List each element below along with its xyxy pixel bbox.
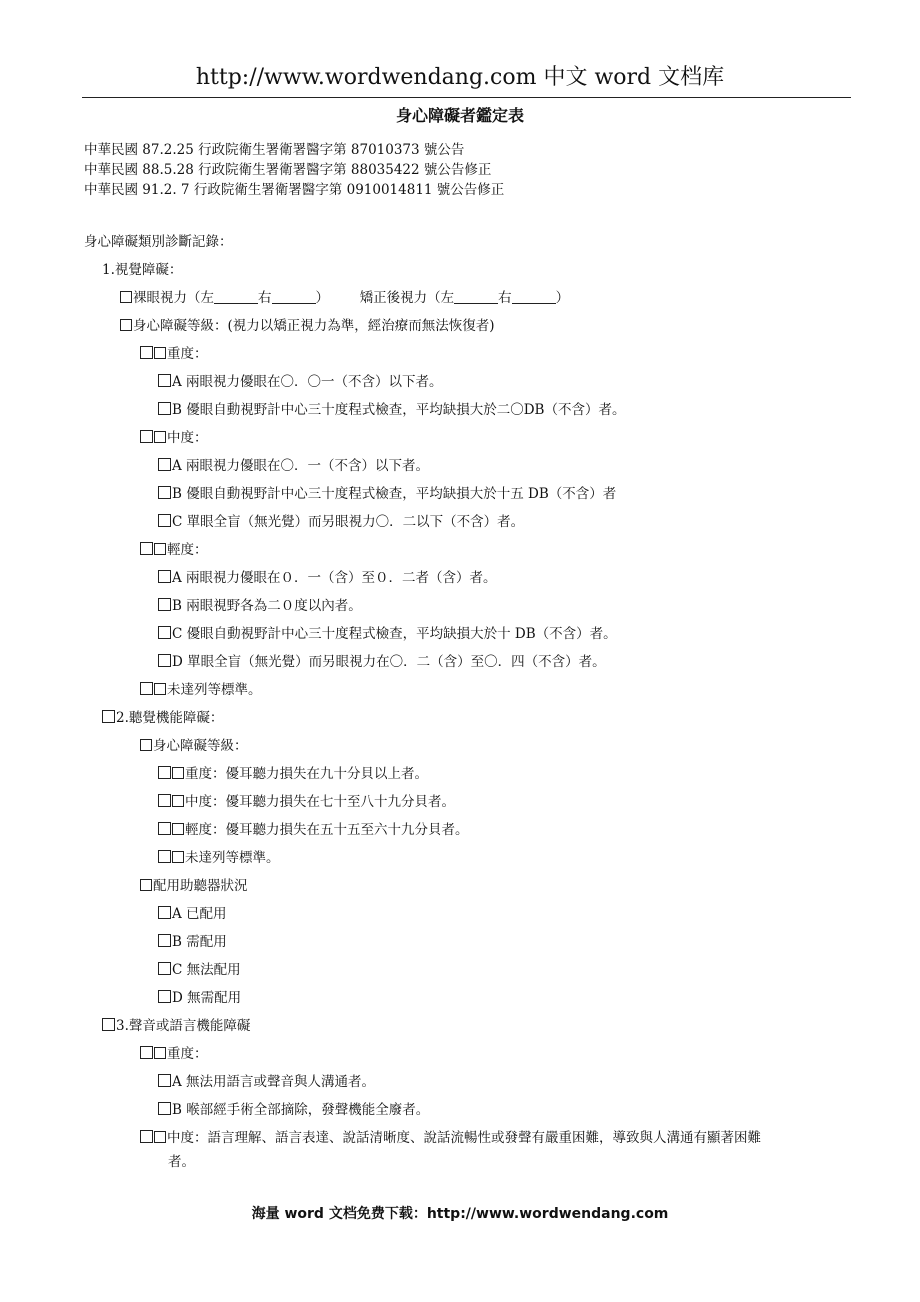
close-paren: ） <box>315 290 329 306</box>
checkbox[interactable] <box>158 906 171 919</box>
vision-severe-b: B 優眼自動視野計中心三十度程式檢查，平均缺損大於二〇DB（不含）者。 <box>158 401 625 419</box>
aid-option-d: D 無需配用 <box>158 989 241 1007</box>
checkbox[interactable] <box>154 543 166 555</box>
close-paren: ） <box>555 290 570 306</box>
speech-severe-a: A 無法用語言或聲音與人溝通者。 <box>158 1073 375 1091</box>
record-heading: 身心障礙類別診斷記錄： <box>84 234 233 250</box>
checkbox[interactable] <box>158 990 171 1003</box>
vision-grade-label: 身心障礙等級：(視力以矯正視力為準，經治療而無法恢復者) <box>133 318 495 334</box>
vision-grade-checkbox[interactable] <box>120 319 132 331</box>
speech-moderate-row: 中度：語言理解、語言表達、說話清晰度、說話流暢性或發聲有嚴重困難，導致與人溝通有顯著困難 <box>140 1129 761 1147</box>
checkbox[interactable] <box>158 654 171 667</box>
vision-mild-d: D 單眼全盲（無光覺）而另眼視力在〇．二（含）至〇．四（不含）者。 <box>158 653 606 671</box>
page-header: http://www.wordwendang.com 中文 word 文档库 <box>195 65 725 90</box>
document-title: 身心障礙者鑑定表 <box>395 106 524 125</box>
naked-vision-checkbox[interactable] <box>120 291 132 303</box>
checkbox[interactable] <box>154 683 166 695</box>
vision-moderate-label: 中度： <box>167 430 208 446</box>
speech-checkbox[interactable] <box>102 1018 115 1031</box>
aid-option-b: B 需配用 <box>158 933 227 951</box>
left-naked-field[interactable] <box>214 290 258 304</box>
checkbox[interactable] <box>158 570 171 583</box>
notice-line: 中華民國 88.5.28 行政院衛生署衛署醫字第 88035422 號公告修正 <box>84 162 492 178</box>
checkbox[interactable] <box>158 374 171 387</box>
hearing-moderate: 中度：優耳聽力損失在七十至八十九分貝者。 <box>158 793 455 811</box>
hearing-severe: 重度：優耳聽力損失在九十分貝以上者。 <box>158 765 428 783</box>
header-divider <box>82 97 851 98</box>
right-label: 右 <box>498 290 512 306</box>
checkbox[interactable] <box>140 430 153 443</box>
vision-none-row: 未達列等標準。 <box>140 681 262 699</box>
vision-mild-label: 輕度： <box>167 542 208 558</box>
checkbox[interactable] <box>140 1130 153 1143</box>
hearing-grade-row: 身心障礙等級： <box>140 737 248 755</box>
checkbox[interactable] <box>140 542 153 555</box>
naked-vision-label: 裸眼視力（左 <box>133 290 214 306</box>
checkbox[interactable] <box>154 1047 166 1059</box>
left-corrected-field[interactable] <box>454 290 498 304</box>
checkbox[interactable] <box>140 346 153 359</box>
hearing-none: 未達列等標準。 <box>158 849 280 867</box>
corrected-vision-label: 矯正後視力（左 <box>359 290 455 306</box>
notice-line: 中華民國 87.2.25 行政院衛生署衛署醫字第 87010373 號公告 <box>84 142 465 158</box>
vision-mild-b: B 兩眼視野各為二０度以內者。 <box>158 597 362 615</box>
checkbox[interactable] <box>158 794 171 807</box>
checkbox[interactable] <box>172 823 184 835</box>
acuity-row <box>120 289 569 307</box>
speech-severe-row: 重度： <box>140 1045 208 1063</box>
hearing-checkbox[interactable] <box>102 710 115 723</box>
checkbox[interactable] <box>172 767 184 779</box>
checkbox[interactable] <box>154 431 166 443</box>
vision-mild-c: C 優眼自動視野計中心三十度程式檢查，平均缺損大於十 DB（不含）者。 <box>158 625 617 643</box>
right-corrected-field[interactable] <box>512 290 556 304</box>
vision-heading: 1.視覺障礙： <box>102 262 183 278</box>
vision-moderate-b: B 優眼自動視野計中心三十度程式檢查，平均缺損大於十五 DB（不含）者 <box>158 485 616 503</box>
checkbox[interactable] <box>140 1046 153 1059</box>
vision-mild-a: A 兩眼視力優眼在０．一（含）至０．二者（含）者。 <box>158 569 497 587</box>
speech-heading-row <box>102 1017 250 1035</box>
checkbox[interactable] <box>172 851 184 863</box>
notice-line: 中華民國 91.2. 7 行政院衛生署衛署醫字第 0910014811 號公告修正 <box>84 182 505 198</box>
right-naked-field[interactable] <box>272 290 316 304</box>
vision-moderate-row <box>140 429 208 447</box>
aid-option-c: C 無法配用 <box>158 961 241 979</box>
checkbox[interactable] <box>158 1074 171 1087</box>
hearing-aid-checkbox[interactable] <box>140 879 152 891</box>
hearing-mild: 輕度：優耳聽力損失在五十五至六十九分貝者。 <box>158 821 469 839</box>
speech-moderate-continuation: 者。 <box>168 1154 195 1170</box>
vision-severe-label: 重度： <box>167 346 208 362</box>
checkbox[interactable] <box>172 795 184 807</box>
checkbox[interactable] <box>158 598 171 611</box>
vision-grade-row <box>120 317 495 335</box>
checkbox[interactable] <box>158 934 171 947</box>
checkbox[interactable] <box>158 458 171 471</box>
hearing-heading: 2.聽覺機能障礙： <box>116 710 224 726</box>
vision-severe-row <box>140 345 208 363</box>
checkbox[interactable] <box>158 822 171 835</box>
aid-option-a: A 已配用 <box>158 905 227 923</box>
checkbox[interactable] <box>158 1102 171 1115</box>
checkbox[interactable] <box>154 347 166 359</box>
checkbox[interactable] <box>154 1131 166 1143</box>
right-label: 右 <box>258 290 272 306</box>
vision-moderate-a: A 兩眼視力優眼在〇．一（不含）以下者。 <box>158 457 429 475</box>
hearing-aid-row: 配用助聽器狀況 <box>140 877 248 895</box>
hearing-grade-checkbox[interactable] <box>140 739 152 751</box>
vision-moderate-c: C 單眼全盲（無光覺）而另眼視力〇．二以下（不含）者。 <box>158 513 524 531</box>
checkbox[interactable] <box>158 626 171 639</box>
speech-heading: 3.聲音或語言機能障礙 <box>116 1018 251 1034</box>
checkbox[interactable] <box>158 962 171 975</box>
speech-severe-b: B 喉部經手術全部摘除，發聲機能全廢者。 <box>158 1101 429 1119</box>
checkbox[interactable] <box>158 486 171 499</box>
vision-mild-row <box>140 541 208 559</box>
vision-severe-a: A 兩眼視力優眼在〇．〇一（不含）以下者。 <box>158 373 443 391</box>
checkbox[interactable] <box>158 514 171 527</box>
checkbox[interactable] <box>140 682 153 695</box>
checkbox[interactable] <box>158 402 171 415</box>
hearing-heading-row <box>102 709 223 727</box>
page-footer: 海量 word 文档免费下载：http://www.wordwendang.com <box>251 1206 669 1222</box>
checkbox[interactable] <box>158 850 171 863</box>
checkbox[interactable] <box>158 766 171 779</box>
